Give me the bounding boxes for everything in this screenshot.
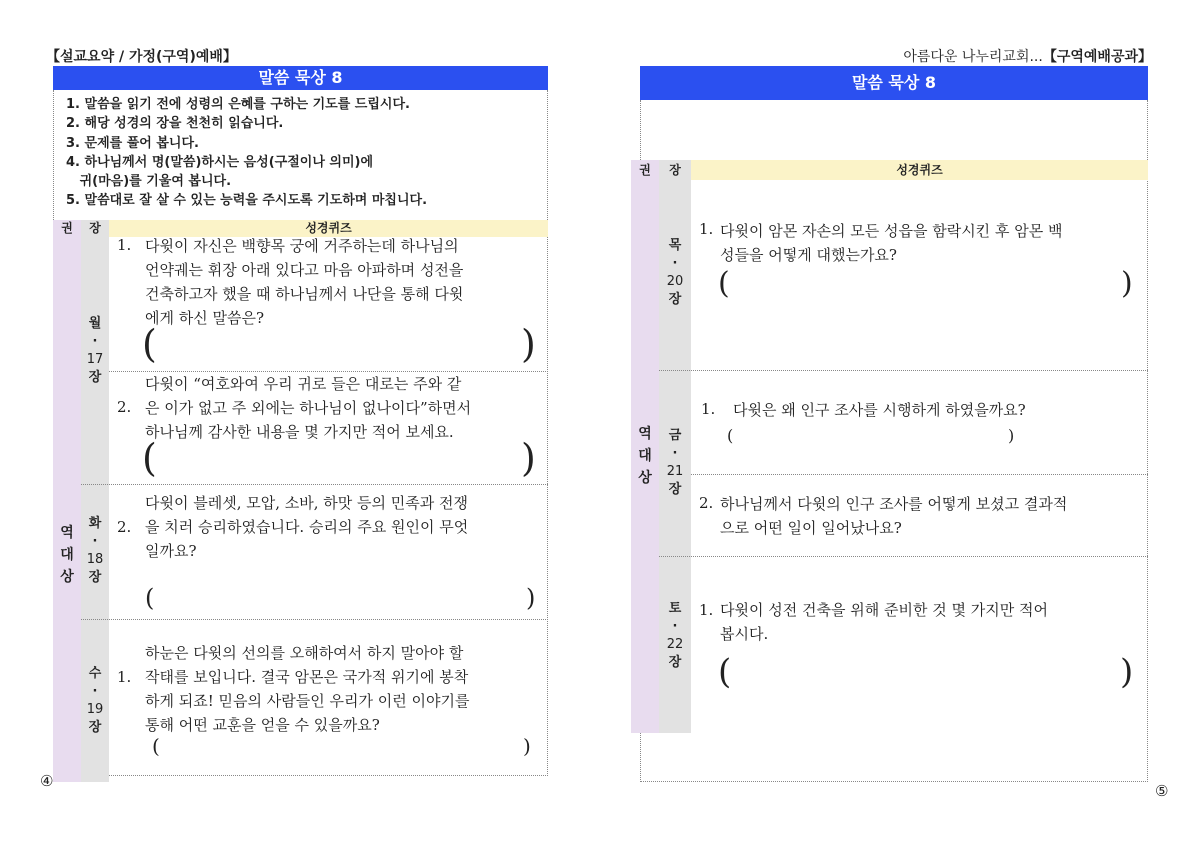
right-book-header: 권	[639, 163, 651, 177]
answer-close-paren: )	[521, 436, 536, 480]
row-divider	[659, 370, 1148, 371]
day-label: 금	[668, 428, 682, 443]
answer-open-paren: (	[727, 426, 734, 445]
answer-open-paren: (	[142, 322, 157, 366]
row-divider	[81, 619, 548, 620]
chapter-number: 17	[86, 352, 104, 367]
answer-open-paren: (	[152, 734, 160, 758]
right-page-frame	[640, 100, 1148, 782]
chapter-label-sat: 토 · 22 장	[659, 600, 691, 672]
book-char-1: 역	[60, 525, 74, 541]
answer-close-paren: )	[1008, 426, 1015, 445]
question-number: 2.	[699, 494, 714, 512]
chapter-unit: 장	[668, 292, 682, 307]
day-label: 월	[88, 316, 102, 331]
book-char-2: 대	[638, 448, 652, 464]
workbook-title: 【구역예배공과】	[1042, 49, 1152, 65]
left-title-banner: 말씀 묵상 8	[53, 66, 548, 90]
question-number: 2.	[117, 518, 132, 536]
page-number-left: ④	[40, 772, 54, 790]
right-header	[903, 46, 1152, 66]
book-char-3: 상	[60, 569, 74, 585]
instructions-list	[66, 95, 427, 211]
question-text: 하나님께서 다윗의 인구 조사를 어떻게 보셨고 결과적 으로 어떤 일이 일어났나요?	[720, 495, 1068, 537]
answer-open-paren: (	[145, 584, 155, 612]
chapter-unit: 장	[88, 720, 102, 735]
row-divider	[81, 484, 548, 485]
instruction-4-cont: 귀(마음)를 기울여 봅니다.	[66, 174, 232, 190]
instruction-4: 4. 하나님께서 명(말씀)하시는 음성(구절이나 의미)에	[66, 154, 374, 170]
instruction-1: 1. 말씀을 읽기 전에 성령의 은혜를 구하는 기도를 드립시다.	[66, 97, 410, 112]
question-text: 하눈은 다윗의 선의를 오해하여서 하지 말아야 할 작태를 보입니다. 결국 암몬은 국가적 위기에 봉착 하게 되죠! 믿음의 사람들인 우리가 이런 이야기를 통해 어떤 교훈을 얻을 수 있을까요?	[145, 644, 470, 734]
day-label: 수	[88, 666, 102, 681]
page-number-right: ⑤	[1155, 782, 1169, 800]
row-divider	[691, 474, 1148, 475]
chapter-label-thu: 목 · 20 장	[659, 237, 691, 309]
answer-close-paren: )	[521, 322, 536, 366]
answer-close-paren: )	[523, 734, 531, 758]
answer-open-paren: (	[142, 436, 157, 480]
chapter-unit: 장	[668, 655, 682, 670]
question-text: 다윗이 성전 건축을 위해 준비한 것 몇 가지만 적어 봅시다.	[720, 601, 1048, 643]
question-text: 다윗이 “여호와여 우리 귀로 들은 대로는 주와 같 은 이가 없고 주 외에는 하나님이 없나이다”하면서 하나님께 감사한 내용을 몇 가지만 적어 보세요.	[145, 375, 472, 441]
left-chapter-header: 장	[89, 221, 101, 235]
chapter-number: 18	[86, 552, 104, 567]
chapter-number: 22	[666, 637, 684, 652]
chapter-label-tue: 화 · 18 장	[81, 515, 109, 587]
instruction-3: 3. 문제를 풀어 봅니다.	[66, 135, 199, 151]
answer-close-paren: )	[526, 584, 536, 612]
left-book-column	[53, 220, 81, 782]
chapter-number: 21	[666, 464, 684, 479]
question-text: 다윗이 암몬 자손의 모든 성읍을 함락시킨 후 암몬 백 성들을 어떻게 대했는가요?	[720, 222, 1063, 264]
instruction-2: 2. 해당 성경의 장을 천천히 읽습니다.	[66, 116, 284, 132]
answer-open-paren: (	[718, 652, 732, 692]
right-book-name	[631, 423, 659, 489]
right-title-banner: 말씀 묵상 8	[640, 66, 1148, 100]
chapter-label-wed: 수 · 19 장	[81, 665, 109, 737]
question-number: 2.	[117, 398, 132, 416]
question-number: 1.	[117, 236, 132, 254]
day-label: 화	[88, 516, 102, 531]
day-label: 토	[668, 601, 682, 616]
instruction-5: 5. 말씀대로 잘 살 수 있는 능력을 주시도록 기도하며 마칩니다.	[66, 193, 428, 209]
answer-open-paren: (	[718, 266, 730, 301]
right-quiz-header: 성경퀴즈	[691, 160, 1148, 180]
book-char-3: 상	[638, 470, 652, 486]
chapter-unit: 장	[668, 482, 682, 497]
question-text: 다윗이 블레셋, 모압, 소바, 하맛 등의 민족과 전쟁 을 치러 승리하였습니다. 승리의 주요 원인이 무엇 일까요?	[145, 494, 469, 560]
row-divider	[659, 556, 1148, 557]
answer-close-paren: )	[1121, 266, 1133, 301]
question-number: 1.	[117, 668, 132, 686]
chapter-unit: 장	[88, 370, 102, 385]
chapter-label-fri: 금 · 21 장	[659, 427, 691, 499]
book-char-1: 역	[638, 426, 652, 442]
question-number: 1.	[699, 220, 714, 238]
left-header: 【설교요약 / 가정(구역)예배】	[46, 49, 237, 65]
left-book-header: 권	[61, 221, 73, 235]
book-char-2: 대	[60, 547, 74, 563]
chapter-label-mon: 월 · 17 장	[81, 315, 109, 387]
left-quiz-header: 성경퀴즈	[109, 220, 548, 237]
right-chapter-header: 장	[669, 163, 681, 177]
church-name: 아름다운 나누리교회...	[903, 49, 1043, 65]
day-label: 목	[668, 238, 682, 253]
question-number: 1.	[699, 601, 714, 619]
question-number: 1.	[701, 400, 716, 418]
left-book-name	[53, 522, 81, 588]
chapter-unit: 장	[88, 570, 102, 585]
question-text: 다윗은 왜 인구 조사를 시행하게 하였을까요?	[733, 401, 1026, 419]
chapter-number: 19	[86, 702, 104, 717]
answer-close-paren: )	[1120, 652, 1134, 692]
chapter-number: 20	[666, 274, 684, 289]
question-text: 다윗이 자신은 백향목 궁에 거주하는데 하나님의 언약궤는 휘장 아래 있다고 마음 아파하며 성전을 건축하고자 했을 때 하나님께서 나단을 통해 다윗 에게 하신 말씀은?	[145, 237, 464, 327]
